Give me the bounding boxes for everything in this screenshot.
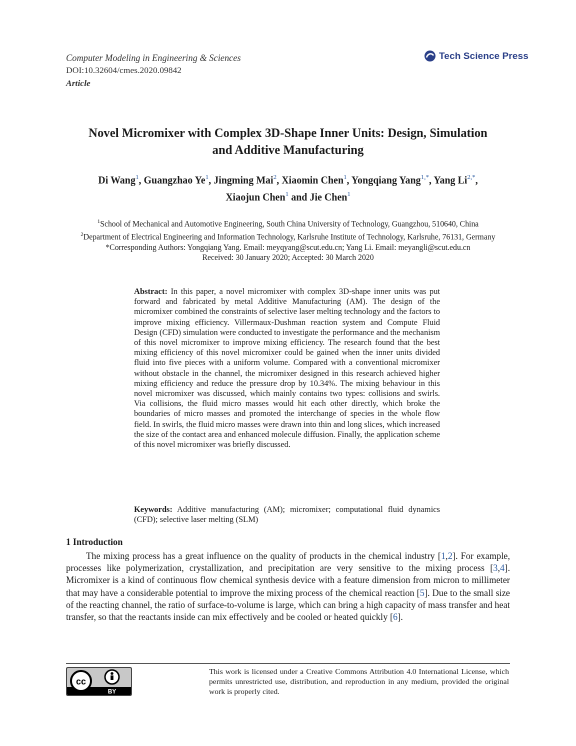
- publisher-name: Tech Science Press: [439, 50, 529, 62]
- title-line-1: Novel Micromixer with Complex 3D-Shape Inner Units: Design, Simulation: [88, 126, 488, 140]
- cc-by-license-badge[interactable]: [66, 667, 132, 696]
- author-affil-mark[interactable]: 1,*: [420, 174, 429, 181]
- intro-paragraph: The mixing process has a great influence on the quality of products in the chemical industry [1,2]. For example, processes like polymerization, crystallization, and precipitation are very sensitive to the mixing process [3,4]. Micromixer is a kind of continuous flow chemical synthesis device with a feature dimension from micron to millimeter that may have a considerable potential to improve the mixing process of the chemical reaction [5]. Due to the small size of the reacting channel, the ratio of surface-to-volume is large, which can bring a high capacity of mass transfer and heat transfer, so that the reactants inside can mix effectively and be cooled or heated quickly [6].: [66, 551, 510, 623]
- author-name: Xiaomin Chen: [281, 175, 344, 187]
- citation-link[interactable]: 2: [447, 551, 453, 561]
- abstract-text: In this paper, a novel micromixer with complex 3D-shape inner units was put forward and fabricated by metal Additive Manufacturing (AM). The design of the micromixer combined the constraints of selective laser melting technology and the factors to improve mixing efficiency. Villermaux-Dushman reaction system and Compute Fluid Design (CFD) simulation were conducted to investigate the performance and the mechanism of this novel micromixer to improve mixing efficiency. The research found that the best mixing efficiency of this novel micromixer could be gained when the inner units divided fluid into five pieces with a uniform volume. Compared with a conventional micromixer without obstacle in the channel, the micromixer designed in this research achieved higher mixing efficiency and reduce the pressure drop by 10.34%. The mixing behaviour in this novel micromixer was discussed, which mainly contains two types: collisions and swirls. Via collisions, the fluid micro masses would hit each other directly, which broke the boundaries of micro masses and promoted the interchange of species in the whole flow field. In swirls, the fluid micro masses were drawn into thin and long slices, which increased the size of the contact area and enhanced molecule diffusion. Finally, the application scheme of this novel micromixer was briefly discussed.: [134, 287, 440, 450]
- keywords-label: Keywords:: [134, 505, 173, 514]
- author-name: Xiaojun Chen: [225, 192, 286, 204]
- footer-divider: [66, 663, 510, 664]
- citation-link[interactable]: 3: [493, 563, 498, 574]
- abstract: [134, 287, 440, 450]
- author-name: Di Wang: [98, 175, 136, 187]
- author-affil-mark[interactable]: 2,*: [467, 174, 476, 181]
- cc-by-text: BY: [107, 689, 117, 695]
- paper-title: [66, 125, 510, 159]
- license-text: This work is licensed under a Creative Commons Attribution 4.0 International License, which permits unrestricted use, distribution, and reproduction in any medium, provided the original work is properly cited.: [209, 667, 509, 696]
- citation-link[interactable]: 6: [393, 612, 398, 623]
- article-type: Article: [66, 78, 91, 88]
- author-name: Jie Chen: [309, 192, 348, 204]
- received-dates: Received: 30 January 2020; Accepted: 30 March 2020: [202, 253, 374, 263]
- journal-name: Computer Modeling in Engineering & Sciences: [66, 53, 241, 63]
- author-list: Di Wang$^1$, Guangzhao Ye$^1$, Jingming Mai$^2$, Xiaomin Chen$^1$, Yongqiang Yang$^{1,*}$, Yang $Li^{2,*}$, Xiaojun Chen$^1$ and Jie Chen$^1$: [98, 174, 478, 204]
- author-name: Yang Li: [433, 175, 468, 187]
- corresponding-authors: *Corresponding Authors: Yongqiang Yang. Email: meyqyang@scut.edu.cn; Yang Li. Email: meyangli@scut.edu.cn: [105, 243, 471, 253]
- author-affil-mark[interactable]: 1: [135, 174, 139, 181]
- publisher-logo: [424, 50, 528, 62]
- citation-link[interactable]: 4: [500, 563, 505, 574]
- citation-link[interactable]: 5: [419, 587, 425, 598]
- affiliation-1: $^1$School of Mechanical and Automotive Engineering, South China University of Technology, Guangzhou, 510640, China: [97, 219, 479, 229]
- author-name: Yongqiang Yang: [351, 175, 421, 187]
- author-name: Jingming Mai: [213, 175, 274, 187]
- publisher-swirl-icon: [424, 50, 436, 62]
- svg-text:cc: cc: [75, 676, 87, 687]
- keywords-text: Additive manufacturing (AM); micromixer; computational fluid dynamics (CFD); selective laser melting (SLM): [134, 505, 441, 525]
- cc-license-icon: [67, 668, 131, 695]
- keywords: [134, 505, 440, 525]
- affiliations: [56, 217, 520, 264]
- title-line-2: and Additive Manufacturing: [212, 143, 364, 157]
- abstract-label: Abstract:: [134, 287, 168, 296]
- author-affil-mark[interactable]: 1: [343, 174, 347, 181]
- affiliation-2: $^2$Department of Electrical Engineering and Information Technology, Karlsruhe Institute of Technology, Karlsruhe, 76131, Germany: [80, 232, 496, 242]
- author-affil-mark[interactable]: 1: [205, 174, 209, 181]
- author-affil-mark[interactable]: 1: [285, 191, 289, 199]
- author-name: Guangzhao Ye: [143, 175, 206, 187]
- and-word: and: [291, 192, 308, 204]
- author-affil-mark[interactable]: 2: [273, 174, 277, 181]
- doi: DOI:10.32604/cmes.2020.09842: [66, 65, 182, 75]
- author-affil-mark[interactable]: 1: [347, 191, 351, 199]
- citation-link[interactable]: 1: [440, 551, 446, 561]
- section-heading: 1 Introduction: [66, 537, 123, 547]
